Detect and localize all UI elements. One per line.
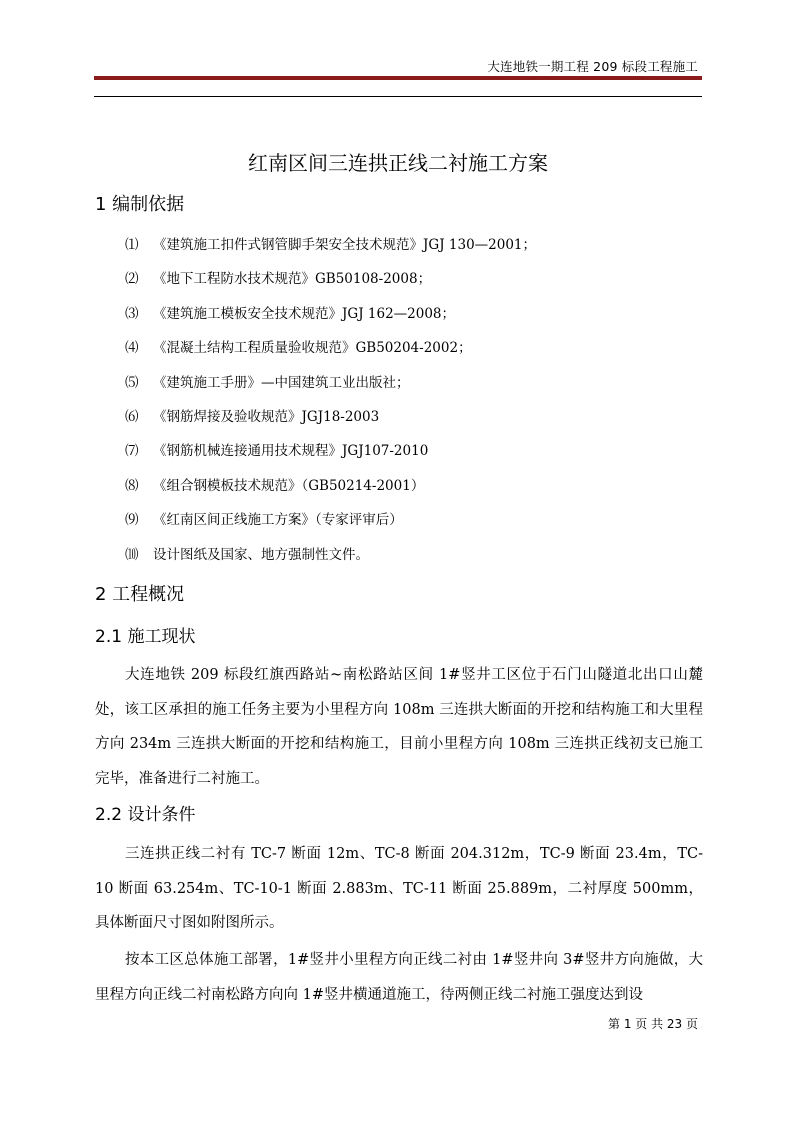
list-number: ⑽ [125, 546, 139, 563]
header-rule-red [94, 76, 702, 80]
list-text: 《地下工程防水技术规范》GB50108-2008； [153, 271, 432, 288]
section-2-heading: 2 工程概况 [95, 584, 185, 605]
section-2-2-paragraph-1: 三连拱正线二衬有 TC-7 断面 12m、TC-8 断面 204.312m，TC-9 断面 23.4m，TC-10 断面 63.254m、TC-10-1 断面 2.883m、TC-11 断面 25.889m，二衬厚度 500mm，具体断面尺寸图如附图所示。 [95, 846, 703, 932]
list-number: ⑶ [125, 305, 139, 322]
section-2-2-heading: 2.2 设计条件 [95, 805, 196, 825]
section-2-1-heading: 2.1 施工现状 [95, 627, 196, 647]
list-number: ⑺ [125, 443, 139, 460]
list-item [125, 228, 536, 262]
list-item [125, 400, 536, 434]
list-item [125, 331, 536, 365]
list-item [125, 503, 536, 537]
list-text: 《建筑施工模板安全技术规范》JGJ 162—2008； [153, 305, 456, 322]
list-item [125, 297, 536, 331]
list-number: ⑼ [125, 512, 139, 529]
list-text: 《建筑施工手册》—中国建筑工业出版社； [153, 374, 410, 391]
list-item [125, 366, 536, 400]
page-number-footer: 第 1 页 共 23 页 [608, 1017, 698, 1031]
header-rule-black [94, 96, 702, 97]
section-1-heading: 1 编制依据 [95, 194, 185, 215]
section-2-2-paragraph-2: 按本工区总体施工部署，1#竖井小里程方向正线二衬由 1#竖井向 3#竖井方向施做，大里程方向正线二衬南松路方向向 1#竖井横通道施工，待两侧正线二衬施工强度达到设 [95, 952, 703, 1003]
list-item [125, 469, 536, 503]
list-number: ⑵ [125, 271, 139, 288]
header-text: 大连地铁一期工程 209 标段工程施工 [487, 59, 698, 74]
list-text: 《组合钢模板技术规范》（GB50214-2001） [153, 477, 425, 494]
section-2-1-paragraph: 大连地铁 209 标段红旗西路站~南松路站区间 1#竖井工区位于石门山隧道北出口山麓处，该工区承担的施工任务主要为小里程方向 108m 三连拱大断面的开挖和结构施工和大里程方向 234m 三连拱大断面的开挖和结构施工，目前小里程方向 108m 三连拱正线初支已施工完毕，准备进行二衬施工。 [95, 667, 703, 787]
list-item [125, 538, 536, 572]
list-item [125, 262, 536, 296]
list-text: 设计图纸及国家、地方强制性文件。 [153, 546, 369, 563]
list-number: ⑸ [125, 374, 139, 391]
list-text: 《红南区间正线施工方案》（专家评审后） [153, 512, 403, 529]
list-text: 《钢筋机械连接通用技术规程》JGJ107-2010 [153, 443, 429, 460]
list-number: ⑴ [125, 237, 139, 253]
list-text: 《钢筋焊接及验收规范》JGJ18-2003 [153, 408, 380, 425]
document-title: 红南区间三连拱正线二衬施工方案 [248, 151, 548, 175]
list-number: ⑻ [125, 477, 139, 494]
list-number: ⑷ [125, 340, 139, 357]
list-number: ⑹ [125, 408, 139, 425]
list-text: 《混凝土结构工程质量验收规范》GB50204-2002； [153, 340, 472, 357]
reference-list [125, 228, 536, 572]
list-text: 《建筑施工扣件式钢管脚手架安全技术规范》JGJ 130—2001； [153, 237, 537, 253]
list-item [125, 434, 536, 468]
